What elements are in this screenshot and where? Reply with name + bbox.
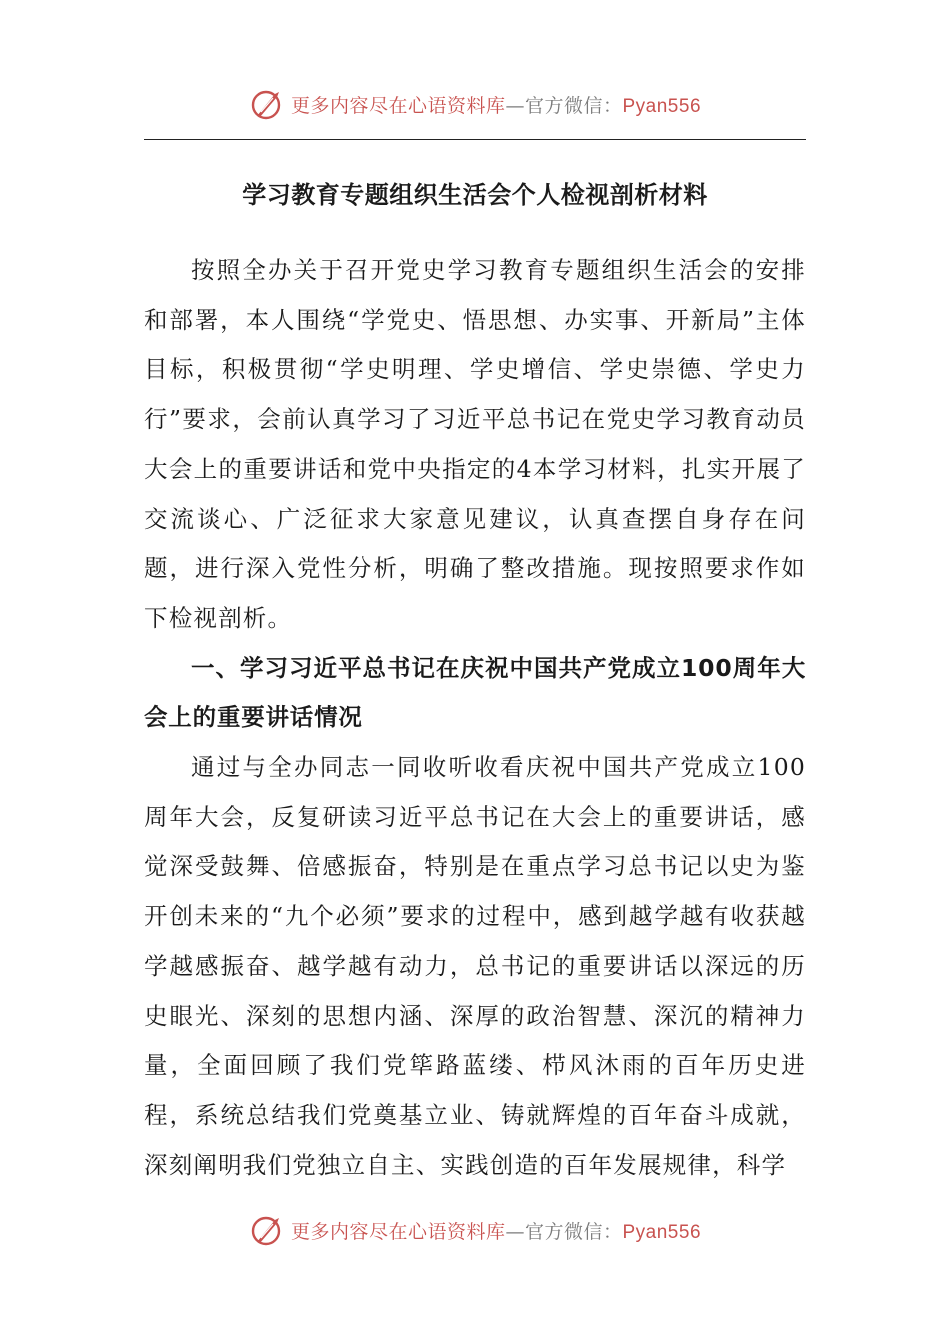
quill-pen-logo-icon — [249, 1212, 285, 1248]
watermark-text: 更多内容尽在心语资料库—官方微信：Pyan556 — [290, 94, 702, 117]
header-watermark — [0, 84, 950, 124]
document-body — [144, 246, 806, 1190]
watermark-text: 更多内容尽在心语资料库—官方微信：Pyan556 — [290, 1220, 702, 1243]
quill-pen-logo-icon — [249, 86, 285, 122]
intro-paragraph: 按照全办关于召开党史学习教育专题组织生活会的安排和部署，本人围绕“学党史、悟思想、办实事、开新局”主体目标，积极贯彻“学史明理、学史增信、学史崇德、学史力行”要求，会前认真学习了习近平总书记在党史学习教育动员大会上的重要讲话和党中央指定的4本学习材料，扎实开展了交流谈心、广泛征求大家意见建议，认真查摆自身存在问题，进行深入党性分析，明确了整改措施。现按照要求作如下检视剖析。 — [144, 256, 806, 632]
document-title: 学习教育专题组织生活会个人检视剖析材料 — [242, 180, 708, 209]
header-divider — [144, 139, 806, 140]
section-heading: 一、学习习近平总书记在庆祝中国共产党成立100周年大会上的重要讲话情况 — [144, 653, 806, 732]
section-paragraph: 通过与全办同志一同收听收看庆祝中国共产党成立100周年大会，反复研读习近平总书记在大会上的重要讲话，感觉深受鼓舞、倍感振奋，特别是在重点学习总书记以史为鉴开创未来的“九个必须”要求的过程中，感到越学越有收获越学越感振奋、越学越有动力，总书记的重要讲话以深远的历史眼光、深刻的思想内涵、深厚的政治智慧、深沉的精神力量，全面回顾了我们党筚路蓝缕、栉风沐雨的百年历史进程，系统总结我们党奠基立业、铸就辉煌的百年奋斗成就，深刻阐明我们党独立自主、实践创造的百年发展规律，科学 — [144, 753, 806, 1179]
footer-watermark — [0, 1210, 950, 1250]
